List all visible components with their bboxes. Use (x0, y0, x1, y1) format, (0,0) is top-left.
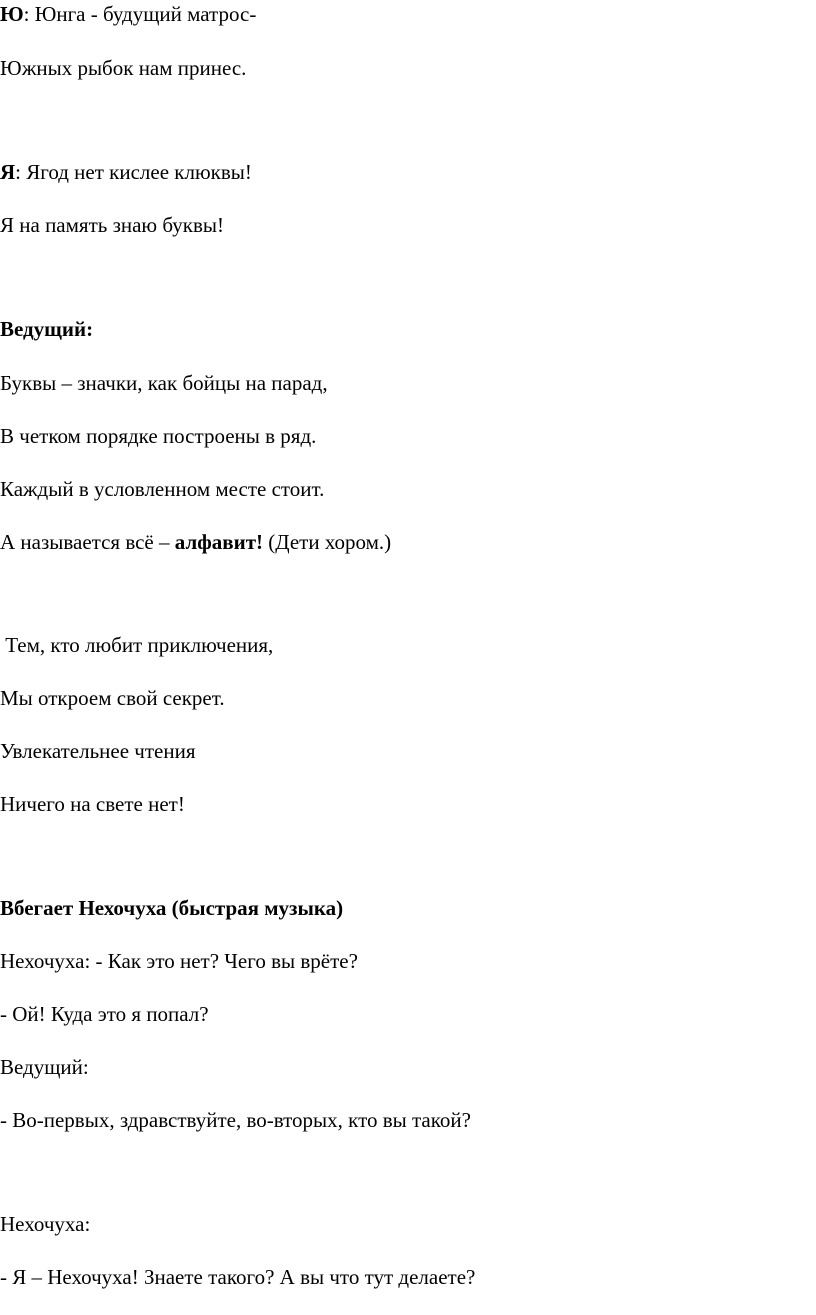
speaker-heading: Ведущий: (0, 317, 94, 341)
verse-line-alphabet: А называется всё – алфавит! (Дети хором.) (0, 530, 392, 554)
verse-line: Южных рыбок нам принес. (0, 56, 247, 80)
bold-word: алфавит! (174, 530, 264, 554)
line-text: : Юнга - будущий матрос- (23, 2, 257, 26)
stage-direction-heading: Вбегает Нехочуха (быстрая музыка) (0, 896, 344, 920)
verse-line-yu (0, 1, 256, 27)
verse-line: В четком порядке построены в ряд. (0, 424, 317, 448)
verse-line-ya (0, 159, 252, 185)
speaker-line: Нехочуха: (0, 1212, 91, 1236)
verse-line: Каждый в условленном месте стоит. (0, 477, 325, 501)
dialogue-line: - Во-первых, здравствуйте, во-вторых, кто вы такой? (0, 1108, 471, 1132)
verse-line: Мы откроем свой секрет. (0, 686, 225, 710)
speaker-line: Ведущий: (0, 1055, 89, 1079)
line-text: : Ягод нет кислее клюквы! (15, 160, 252, 184)
speaker-label: Ю (0, 2, 24, 26)
speaker-label: Я (0, 160, 16, 184)
verse-line: Увлекательнее чтения (0, 739, 196, 763)
dialogue-line: - Ой! Куда это я попал? (0, 1002, 209, 1026)
dialogue-line: Нехочуха: - Как это нет? Чего вы врёте? (0, 949, 358, 973)
verse-line: Буквы – значки, как бойцы на парад, (0, 371, 328, 395)
dialogue-line: - Я – Нехочуха! Знаете такого? А вы что тут делаете? (0, 1265, 476, 1289)
verse-line: Тем, кто любит приключения, (0, 633, 274, 657)
verse-line: Я на память знаю буквы! (0, 213, 224, 237)
verse-line: Ничего на свете нет! (0, 792, 185, 816)
